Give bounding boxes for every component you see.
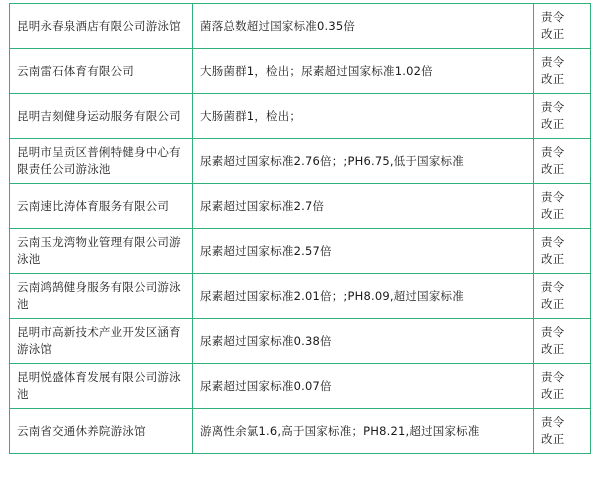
action-line-1: 责令 xyxy=(541,100,565,114)
violations-table xyxy=(9,3,591,454)
cell-action xyxy=(534,274,591,319)
cell-unit-name: 昆明吉刻健身运动服务有限公司 xyxy=(10,94,193,139)
action-line-1: 责令 xyxy=(541,280,565,294)
cell-issue: 大肠菌群1，检出；尿素超过国家标准1.02倍 xyxy=(193,49,534,94)
cell-action xyxy=(534,184,591,229)
table-row xyxy=(10,319,591,364)
cell-issue: 游离性余氯1.6,高于国家标准；PH8.21,超过国家标准 xyxy=(193,409,534,454)
table-row xyxy=(10,409,591,454)
table-row xyxy=(10,139,591,184)
table-row xyxy=(10,184,591,229)
cell-action xyxy=(534,139,591,184)
cell-action xyxy=(534,94,591,139)
action-line-2: 改正 xyxy=(541,342,565,356)
action-line-2: 改正 xyxy=(541,252,565,266)
cell-unit-name: 云南玉龙湾物业管理有限公司游泳池 xyxy=(10,229,193,274)
action-line-1: 责令 xyxy=(541,55,565,69)
cell-issue: 尿素超过国家标准0.07倍 xyxy=(193,364,534,409)
action-line-2: 改正 xyxy=(541,117,565,131)
cell-issue: 大肠菌群1，检出； xyxy=(193,94,534,139)
cell-issue: 菌落总数超过国家标准0.35倍 xyxy=(193,4,534,49)
cell-unit-name: 昆明悦盛体育发展有限公司游泳池 xyxy=(10,364,193,409)
action-line-2: 改正 xyxy=(541,387,565,401)
action-line-2: 改正 xyxy=(541,432,565,446)
cell-issue: 尿素超过国家标准2.76倍；;PH6.75,低于国家标准 xyxy=(193,139,534,184)
table-row xyxy=(10,364,591,409)
cell-unit-name: 云南省交通休养院游泳馆 xyxy=(10,409,193,454)
table-row xyxy=(10,49,591,94)
cell-issue: 尿素超过国家标准0.38倍 xyxy=(193,319,534,364)
action-line-2: 改正 xyxy=(541,27,565,41)
cell-unit-name: 云南速比涛体育服务有限公司 xyxy=(10,184,193,229)
cell-action xyxy=(534,49,591,94)
cell-issue: 尿素超过国家标准2.7倍 xyxy=(193,184,534,229)
action-line-2: 改正 xyxy=(541,207,565,221)
action-line-1: 责令 xyxy=(541,190,565,204)
table-row xyxy=(10,274,591,319)
action-line-1: 责令 xyxy=(541,325,565,339)
action-line-1: 责令 xyxy=(541,370,565,384)
cell-unit-name: 昆明永春泉酒店有限公司游泳馆 xyxy=(10,4,193,49)
cell-unit-name: 云南雷石体育有限公司 xyxy=(10,49,193,94)
action-line-1: 责令 xyxy=(541,145,565,159)
action-line-1: 责令 xyxy=(541,235,565,249)
table-row xyxy=(10,4,591,49)
table-row xyxy=(10,94,591,139)
cell-action xyxy=(534,229,591,274)
cell-action xyxy=(534,4,591,49)
cell-issue: 尿素超过国家标准2.01倍；;PH8.09,超过国家标准 xyxy=(193,274,534,319)
action-line-1: 责令 xyxy=(541,10,565,24)
cell-action xyxy=(534,409,591,454)
action-line-2: 改正 xyxy=(541,162,565,176)
table-row xyxy=(10,229,591,274)
cell-action xyxy=(534,319,591,364)
action-line-1: 责令 xyxy=(541,415,565,429)
cell-unit-name: 昆明市呈贡区普俐特健身中心有限责任公司游泳池 xyxy=(10,139,193,184)
cell-unit-name: 昆明市高新技术产业开发区涵育游泳馆 xyxy=(10,319,193,364)
action-line-2: 改正 xyxy=(541,72,565,86)
cell-action xyxy=(534,364,591,409)
table-body xyxy=(10,4,591,454)
cell-unit-name: 云南鸿鹄健身服务有限公司游泳池 xyxy=(10,274,193,319)
cell-issue: 尿素超过国家标准2.57倍 xyxy=(193,229,534,274)
action-line-2: 改正 xyxy=(541,297,565,311)
